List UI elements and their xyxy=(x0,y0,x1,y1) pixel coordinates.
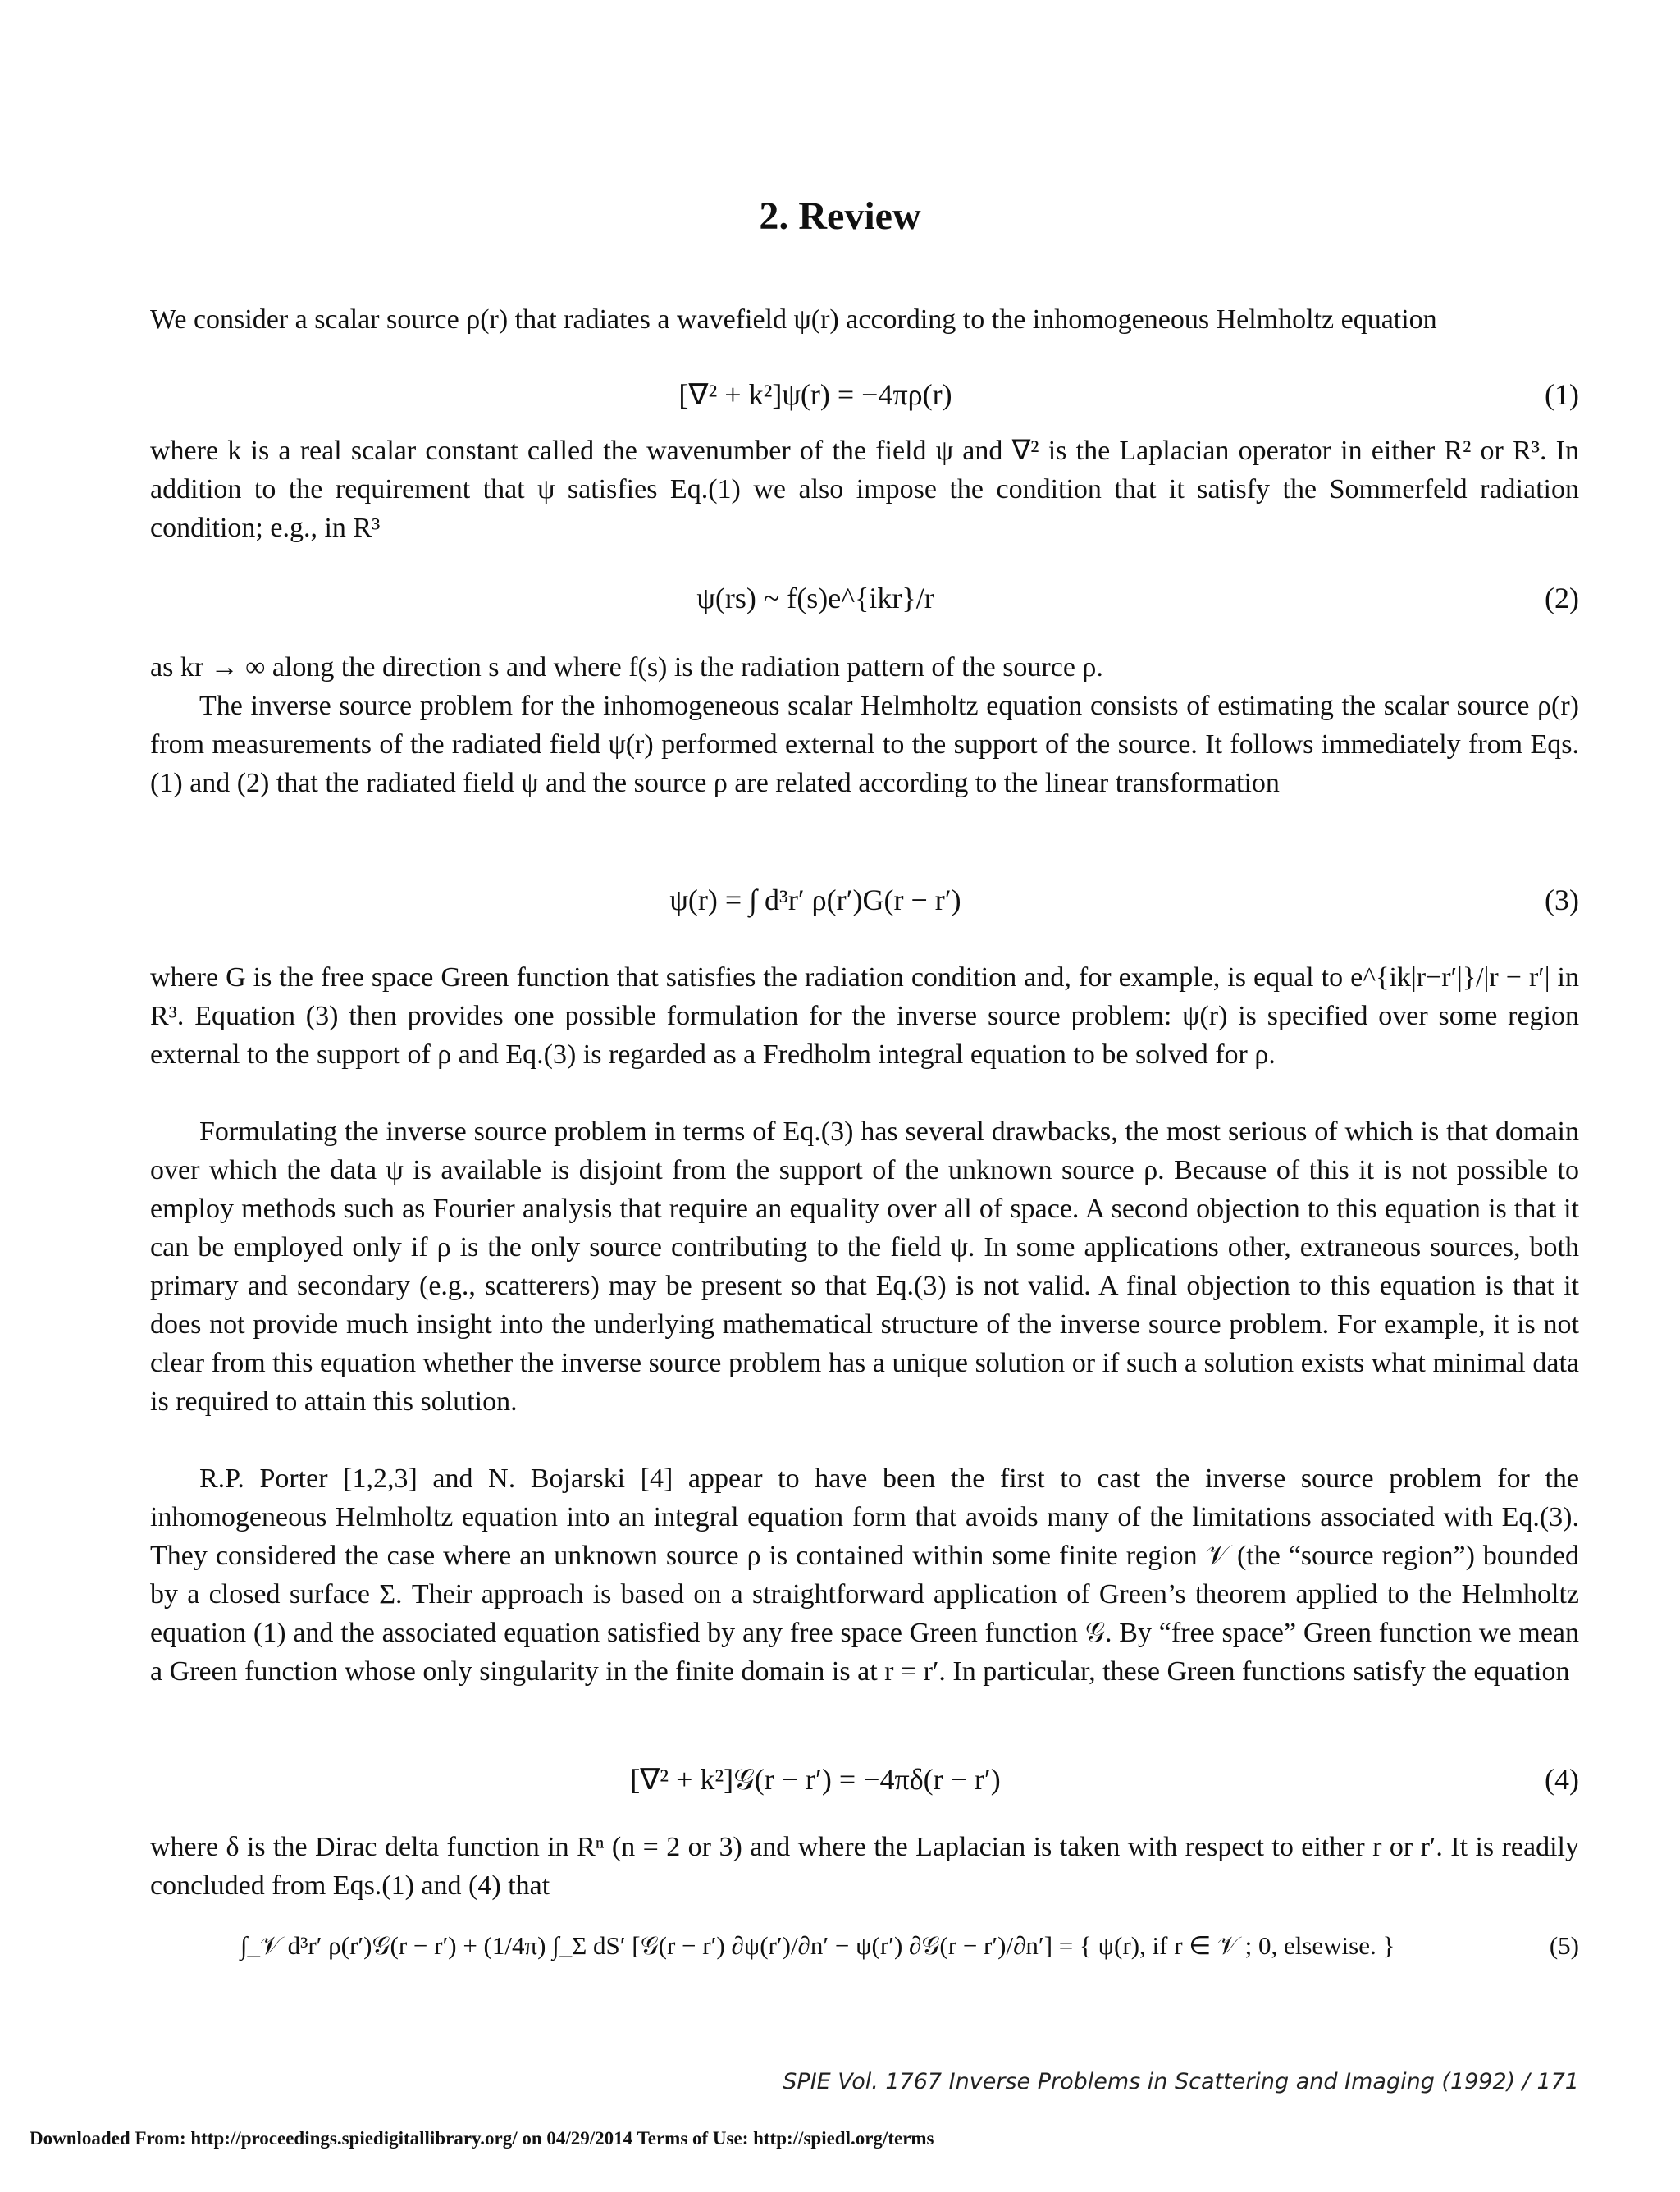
equation-3-body: ψ(r) = ∫ d³r′ ρ(r′)G(r − r′) xyxy=(669,884,961,916)
equation-1-body: [∇² + k²]ψ(r) = −4πρ(r) xyxy=(678,378,952,411)
equation-1-number: (1) xyxy=(1545,378,1579,411)
paragraph-inverse-source: The inverse source problem for the inhomogeneous scalar Helmholtz equation consists of estimating the scalar source ρ(r) from measurements of the radiated field ψ(r) performed external to the support of the source. It follows immediately from Eqs.(1) and (2) that the radiated field ψ and the source ρ are related according to the linear transformation xyxy=(150,691,1579,798)
equation-2-body: ψ(rs) ~ f(s)e^{ikr}/r xyxy=(696,582,934,614)
paragraph-radiation-pattern: as kr → ∞ along the direction s and where f(s) is the radiation pattern of the source ρ. xyxy=(150,652,1103,683)
paragraph-green-function: where G is the free space Green function that satisfies the radiation condition and, for example, is equal to e^{ik|r−r′|}/|r − r′| in R³. Equation (3) then provides one possible formulation for the inverse source problem: ψ(r) is specified over some region external to the support of ρ and Eq.(3) is regarded as a Fredholm integral equation to be solved for ρ. xyxy=(150,962,1579,1070)
paragraph-wavenumber: where k is a real scalar constant called the wavenumber of the field ψ and ∇² is the Laplacian operator in either R² or R³. In addition to the requirement that ψ satisfies Eq.(1) we also impose the condition that it satisfy the Sommerfeld radiation condition; e.g., in R³ xyxy=(150,436,1579,543)
page-footer: SPIE Vol. 1767 Inverse Problems in Scattering and Imaging (1992) / 171 xyxy=(783,2069,1579,2094)
equation-3-number: (3) xyxy=(1545,884,1579,916)
equation-3 xyxy=(150,876,1579,925)
equation-5-body: ∫_𝒱 d³r′ ρ(r′)𝒢(r − r′) + (1/4π) ∫_Σ dS′ [𝒢(r − r′) ∂ψ(r′)/∂n′ − ψ(r′) ∂𝒢(r − r′)/∂n′] = { ψ(r), if r ∈ 𝒱 ; 0, elsewise. } xyxy=(240,1931,1395,1960)
paragraph-porter-bojarski: R.P. Porter [1,2,3] and N. Bojarski [4] appear to have been the first to cast the inverse source problem for the inhomogeneous Helmholtz equation into an integral equation form that avoids many of the limitations associated with Eq.(3). They considered the case where an unknown source ρ is contained within some finite region 𝒱 (the “source region”) bounded by a closed surface Σ. Their approach is based on a straightforward application of Green’s theorem applied to the Helmholtz equation (1) and the associated equation satisfied by any free space Green function 𝒢. By “free space” Green function we mean a Green function whose only singularity in the finite domain is at r = r′. In particular, these Green functions satisfy the equation xyxy=(150,1464,1579,1687)
equation-2-number: (2) xyxy=(1545,582,1579,614)
paragraph-drawbacks: Formulating the inverse source problem in terms of Eq.(3) has several drawbacks, the most serious of which is that domain over which the data ψ is available is disjoint from the support of the unknown source ρ. Because of this it is not possible to employ methods such as Fourier analysis that require an equality over all of space. A second objection to this equation is that it can be employed only if ρ is the only source contributing to the field ψ. In some applications other, extraneous sources, both primary and secondary (e.g., scatterers) may be present so that Eq.(3) is not valid. A final objection to this equation is that it does not provide much insight into the underlying mathematical structure of the inverse source problem. For example, it is not clear from this equation whether the inverse source problem has a unique solution or if such a solution exists what minimal data is required to attain this solution. xyxy=(150,1117,1579,1417)
equation-4-body: [∇² + k²]𝒢(r − r′) = −4πδ(r − r′) xyxy=(630,1763,1001,1796)
equation-5-number: (5) xyxy=(1549,1931,1579,1960)
download-notice: Downloaded From: http://proceedings.spiedigitallibrary.org/ on 04/29/2014 Terms of Use: http://spiedl.org/terms xyxy=(30,2128,934,2149)
equation-2 xyxy=(150,574,1579,623)
equation-1 xyxy=(150,371,1579,420)
equation-4-number: (4) xyxy=(1545,1763,1579,1796)
paragraph-dirac-delta: where δ is the Dirac delta function in Rⁿ (n = 2 or 3) and where the Laplacian is taken with respect to either r or r′. It is readily concluded from Eqs.(1) and (4) that xyxy=(150,1832,1579,1901)
paragraph-intro: We consider a scalar source ρ(r) that radiates a wavefield ψ(r) according to the inhomogeneous Helmholtz equation xyxy=(150,304,1437,335)
equation-4 xyxy=(150,1756,1579,1805)
section-title: 2. Review xyxy=(759,194,921,238)
equation-5 xyxy=(150,1925,1579,1974)
